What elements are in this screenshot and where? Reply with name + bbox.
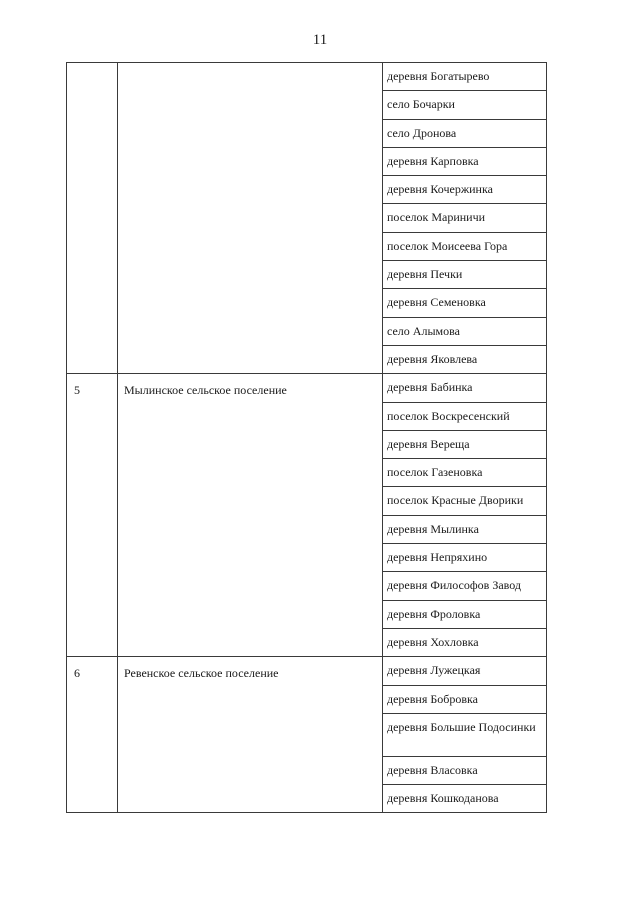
village-list xyxy=(383,374,547,657)
village-item: деревня Мылинка xyxy=(383,516,547,544)
village-list xyxy=(383,657,547,813)
village-item: деревня Кошкоданова xyxy=(383,785,547,813)
village-item: поселок Газеновка xyxy=(383,459,547,487)
settlements-table xyxy=(66,62,547,813)
village-item: деревня Власовка xyxy=(383,757,547,785)
row-number: 6 xyxy=(67,657,118,813)
village-item: деревня Бабинка xyxy=(383,374,547,402)
village-item: деревня Печки xyxy=(383,261,547,289)
village-item: деревня Непряхино xyxy=(383,544,547,572)
village-item: деревня Вереща xyxy=(383,431,547,459)
village-item: деревня Лужецкая xyxy=(383,657,547,685)
table-row xyxy=(67,657,547,813)
row-number: 5 xyxy=(67,374,118,657)
page-number: 11 xyxy=(312,32,328,48)
village-item: деревня Хохловка xyxy=(383,629,547,657)
village-item: поселок Моисеева Гора xyxy=(383,233,547,261)
village-item: деревня Фроловка xyxy=(383,601,547,629)
village-item: село Бочарки xyxy=(383,91,547,119)
village-item: деревня Семеновка xyxy=(383,289,547,317)
settlement-name: Мылинское сельское поселение xyxy=(118,374,383,657)
village-item: деревня Яковлева xyxy=(383,346,547,374)
settlement-name xyxy=(118,63,383,374)
village-item: село Дронова xyxy=(383,120,547,148)
village-item: деревня Богатырево xyxy=(383,63,547,91)
village-item: деревня Карповка xyxy=(383,148,547,176)
village-item: деревня Кочержинка xyxy=(383,176,547,204)
village-item: поселок Воскресенский xyxy=(383,403,547,431)
settlement-name: Ревенское сельское поселение xyxy=(118,657,383,813)
village-item: деревня Философов Завод xyxy=(383,572,547,600)
table-row xyxy=(67,63,547,374)
village-item: деревня Бобровка xyxy=(383,686,547,714)
row-number xyxy=(67,63,118,374)
village-item: село Алымова xyxy=(383,318,547,346)
village-list xyxy=(383,63,547,374)
village-item: поселок Красные Дворики xyxy=(383,487,547,515)
table-row xyxy=(67,374,547,657)
village-item: поселок Мариничи xyxy=(383,204,547,232)
village-item: деревня Большие Подосинки xyxy=(383,714,547,757)
